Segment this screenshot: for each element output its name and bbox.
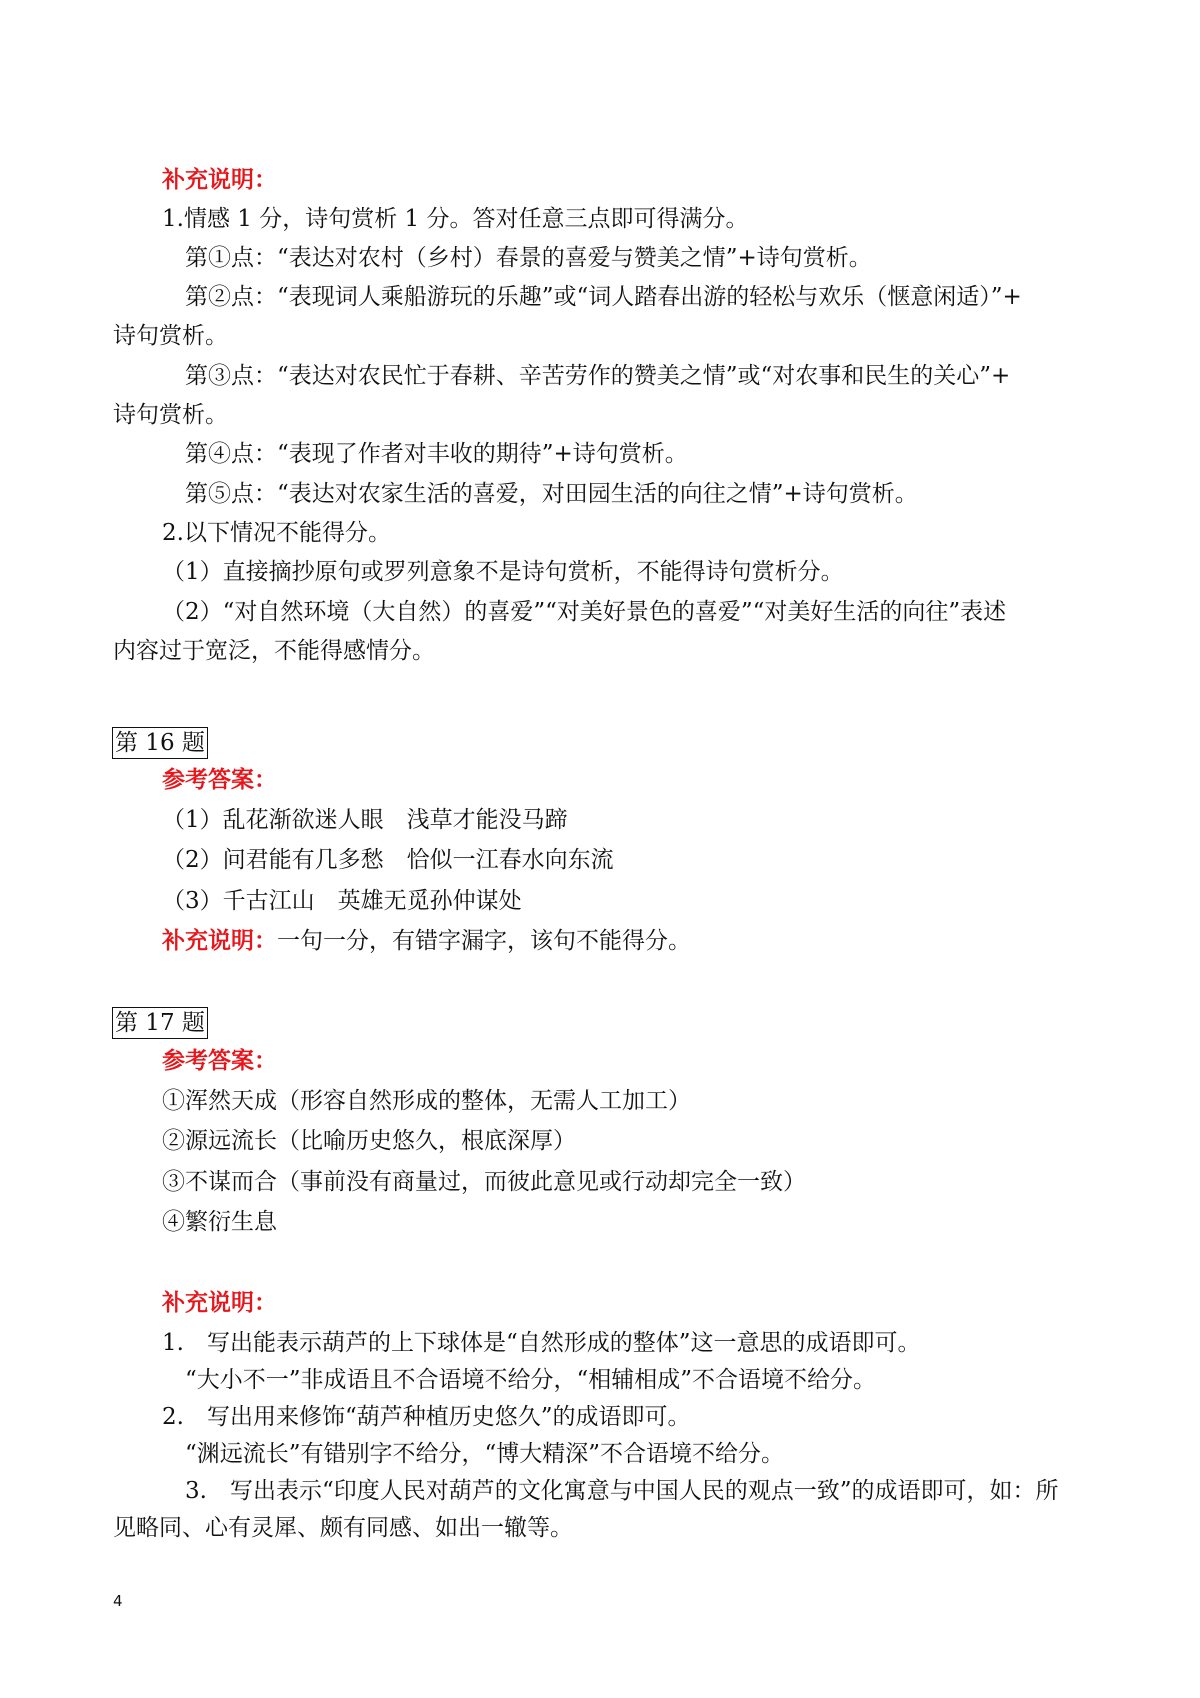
body-line: 第③点：“表达对农民忙于春耕、辛苦劳作的赞美之情”或“对农事和民生的关心”+ [185,363,1011,389]
body-line: 第②点：“表现词人乘船游玩的乐趣”或“词人踏春出游的轻松与欢乐（惬意闲适）”+ [185,284,1022,310]
note-text: 一句一分，有错字漏字，该句不能得分。 [277,928,691,954]
answer-line: ①浑然天成（形容自然形成的整体，无需人工加工） [162,1088,691,1114]
body-line: 第①点：“表达对农村（乡村）春景的喜爱与赞美之情”+诗句赏析。 [185,245,872,271]
note-line: 3. 写出表示“印度人民对葫芦的文化寓意与中国人民的观点一致”的成语即可，如：所 [185,1478,1059,1504]
body-line: 1.情感 1 分，诗句赏析 1 分。答对任意三点即可得满分。 [162,206,749,232]
answer-line: （1）乱花渐欲迷人眼 浅草才能没马蹄 [162,807,568,833]
body-line: 第④点：“表现了作者对丰收的期待”+诗句赏析。 [185,441,688,467]
body-line: 第⑤点：“表达对农家生活的喜爱，对田园生活的向往之情”+诗句赏析。 [185,481,918,507]
note-line: 1. 写出能表示葫芦的上下球体是“自然形成的整体”这一意思的成语即可。 [162,1330,921,1356]
page-number: 4 [113,1592,123,1610]
supplement-heading: 补充说明： [162,166,277,193]
answer-line: （3）千古江山 英雄无觅孙仲谋处 [162,888,522,914]
note-line: 2. 写出用来修饰“葫芦种植历史悠久”的成语即可。 [162,1404,691,1430]
answer-heading: 参考答案： [162,1047,277,1074]
question-17-label: 第 17 题 [112,1007,208,1039]
answer-line: ③不谋而合（事前没有商量过，而彼此意见或行动却完全一致） [162,1169,806,1195]
supplement-heading: 补充说明： [162,927,277,954]
supplement-heading: 补充说明： [162,1289,277,1316]
answer-line: ②源远流长（比喻历史悠久，根底深厚） [162,1128,576,1154]
question-16-label: 第 16 题 [112,727,208,759]
body-line: 2.以下情况不能得分。 [162,520,391,546]
note-line: 见略同、心有灵犀、颇有同感、如出一辙等。 [113,1515,573,1541]
note-line [162,926,691,956]
answer-line: （2）问君能有几多愁 恰似一江春水向东流 [162,847,614,873]
body-line: （1）直接摘抄原句或罗列意象不是诗句赏析，不能得诗句赏析分。 [162,559,844,585]
note-line: “大小不一”非成语且不合语境不给分，“相辅相成”不合语境不给分。 [185,1367,877,1393]
note-line: “渊远流长”有错别字不给分，“博大精深”不合语境不给分。 [185,1441,785,1467]
body-line: 诗句赏析。 [113,323,228,349]
answer-line: ④繁衍生息 [162,1209,277,1235]
answer-heading: 参考答案： [162,766,277,793]
body-line: 诗句赏析。 [113,402,228,428]
body-line: （2）“对自然环境（大自然）的喜爱”“对美好景色的喜爱”“对美好生活的向往”表述 [162,599,1007,625]
body-line: 内容过于宽泛，不能得感情分。 [113,638,435,664]
